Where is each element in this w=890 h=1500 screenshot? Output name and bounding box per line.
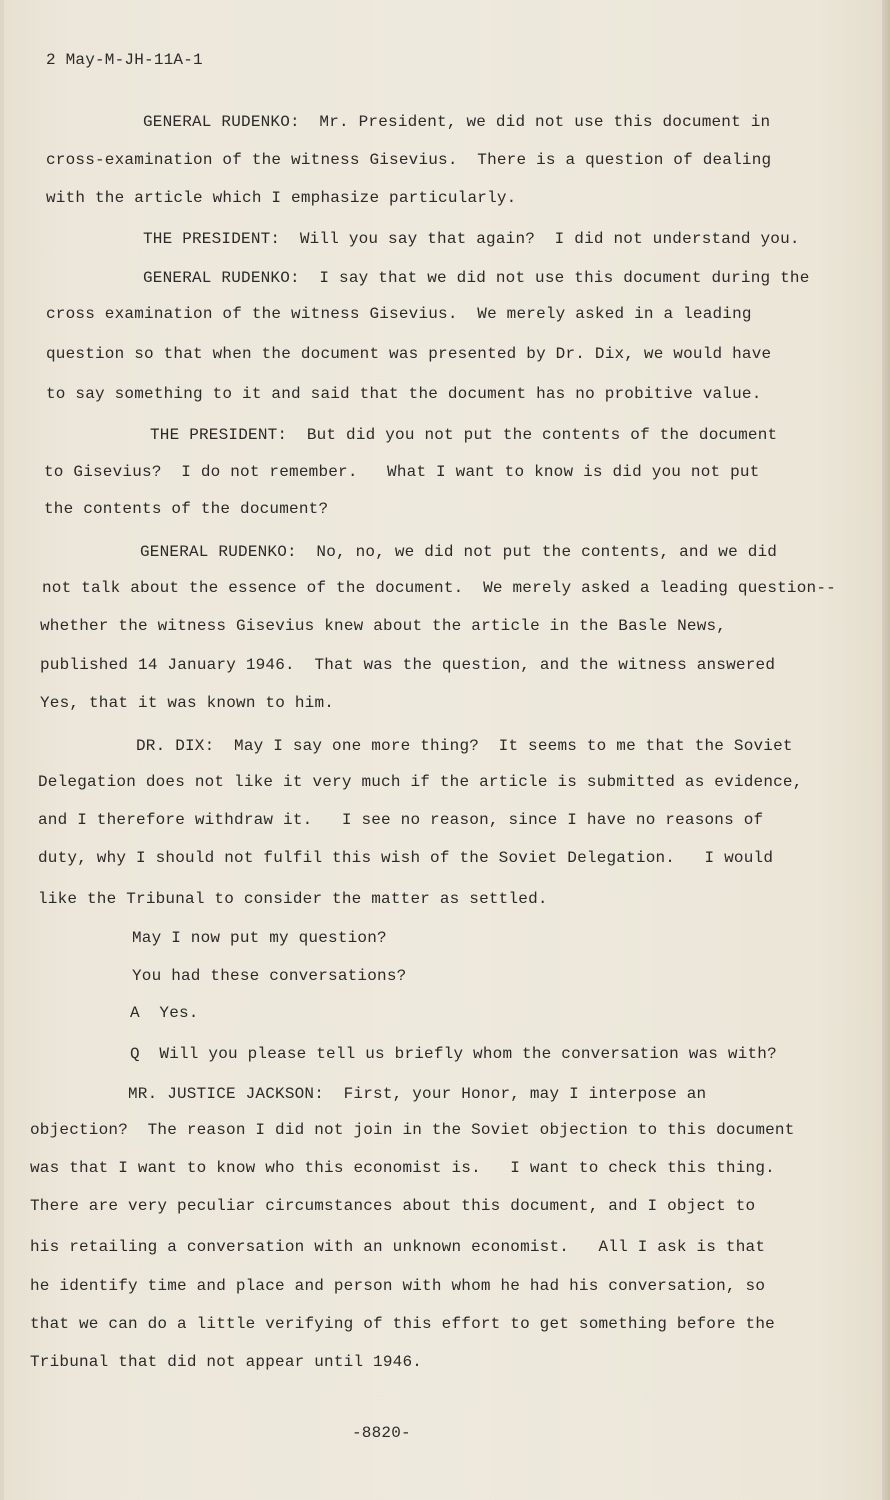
text-line: MR. JUSTICE JACKSON: First, your Honor, may I interpose an bbox=[128, 1085, 707, 1103]
page-right-edge bbox=[882, 0, 890, 1500]
text-line: A Yes. bbox=[130, 1004, 199, 1022]
text-line: cross-examination of the witness Gisevius. There is a question of dealing bbox=[46, 151, 772, 169]
text-line: objection? The reason I did not join in the Soviet objection to this document bbox=[30, 1121, 795, 1139]
text-line: he identify time and place and person with whom he had his conversation, so bbox=[30, 1277, 766, 1295]
text-line: GENERAL RUDENKO: No, no, we did not put the contents, and we did bbox=[140, 543, 778, 561]
text-line: was that I want to know who this economist is. I want to check this thing. bbox=[30, 1159, 775, 1177]
text-line: the contents of the document? bbox=[44, 500, 329, 518]
text-line: not talk about the essence of the document. We merely asked a leading question-- bbox=[42, 579, 836, 597]
text-line: GENERAL RUDENKO: I say that we did not use this document during the bbox=[143, 269, 810, 287]
text-line: like the Tribunal to consider the matter as settled. bbox=[38, 890, 548, 908]
text-line: DR. DIX: May I say one more thing? It seems to me that the Soviet bbox=[136, 737, 793, 755]
text-line: to say something to it and said that the document has no probitive value. bbox=[46, 385, 762, 403]
page-number: -8820- bbox=[352, 1424, 411, 1442]
text-line: and I therefore withdraw it. I see no reason, since I have no reasons of bbox=[38, 811, 764, 829]
text-line: May I now put my question? bbox=[132, 929, 387, 947]
page-left-edge bbox=[0, 0, 4, 1500]
text-line: published 14 January 1946. That was the question, and the witness answered bbox=[40, 656, 776, 674]
text-line: There are very peculiar circumstances about this document, and I object to bbox=[30, 1197, 756, 1215]
text-line: that we can do a little verifying of this effort to get something before the bbox=[30, 1315, 775, 1333]
text-line: THE PRESIDENT: But did you not put the contents of the document bbox=[150, 426, 778, 444]
text-line: You had these conversations? bbox=[132, 967, 407, 985]
document-header: 2 May-M-JH-11A-1 bbox=[46, 51, 203, 69]
text-line: Tribunal that did not appear until 1946. bbox=[30, 1353, 423, 1371]
text-line: GENERAL RUDENKO: Mr. President, we did not use this document in bbox=[143, 113, 771, 131]
text-line: duty, why I should not fulfil this wish of the Soviet Delegation. I would bbox=[38, 849, 774, 867]
text-line: whether the witness Gisevius knew about the article in the Basle News, bbox=[40, 617, 727, 635]
text-line: Q Will you please tell us briefly whom the conversation was with? bbox=[130, 1045, 777, 1063]
text-line: his retailing a conversation with an unknown economist. All I ask is that bbox=[30, 1238, 766, 1256]
text-line: question so that when the document was presented by Dr. Dix, we would have bbox=[46, 345, 772, 363]
text-line: cross examination of the witness Gisevius. We merely asked in a leading bbox=[46, 305, 752, 323]
text-line: Delegation does not like it very much if the article is submitted as evidence, bbox=[38, 773, 803, 791]
text-line: Yes, that it was known to him. bbox=[40, 694, 335, 712]
text-line: to Gisevius? I do not remember. What I want to know is did you not put bbox=[44, 463, 760, 481]
text-line: with the article which I emphasize particularly. bbox=[46, 189, 517, 207]
text-line: THE PRESIDENT: Will you say that again? I did not understand you. bbox=[143, 230, 800, 248]
